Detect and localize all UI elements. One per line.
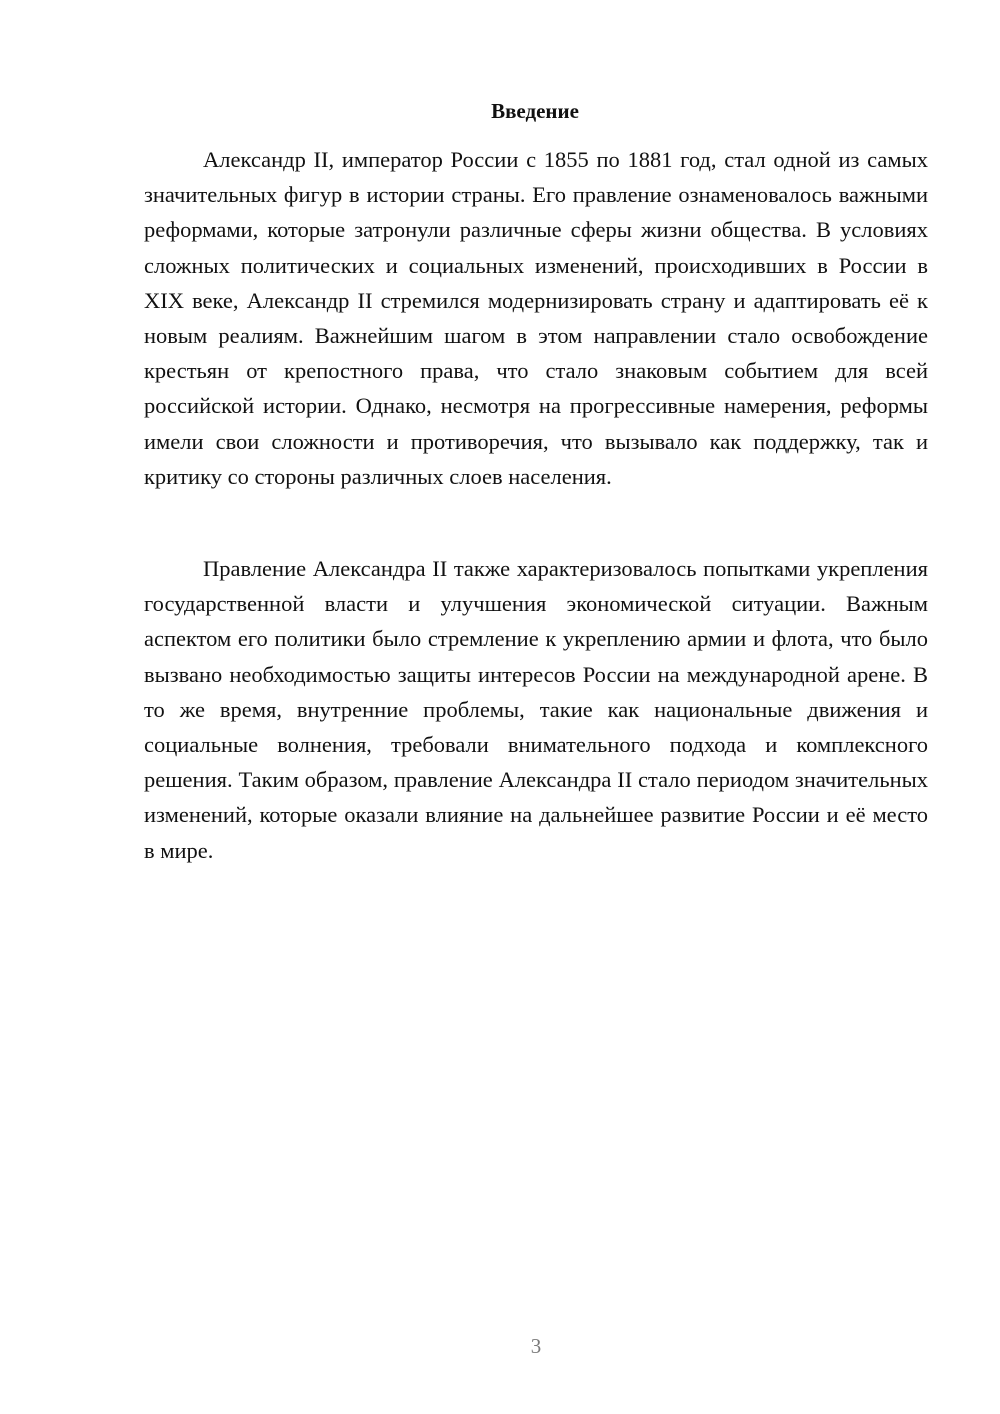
paragraph-1: Александр II, император России с 1855 по 1881 год, стал одной из самых значительных фигур в истории страны. Его правление ознаменовалось важными реформами, которые затронули различные сферы жизни общества. В условиях сложных политических и социальных изменений, происходивших в России в XIX веке, Александр II стремился модернизировать страну и адаптировать её к новым реалиям. Важнейшим шагом в этом направлении стало освобождение крестьян от крепостного права, что стало знаковым событием для всей российской истории. Однако, несмотря на прогрессивные намерения, реформы имели свои сложности и противоречия, что вызывало как поддержку, так и критику со стороны различных слоев населения. xyxy=(144,147,928,489)
page-number: 3 xyxy=(530,1334,542,1358)
paragraph-2: Правление Александра II также характеризовалось попытками укрепления государственной власти и улучшения экономической ситуации. Важным аспектом его политики было стремление к укреплению армии и флота, что было вызвано необходимостью защиты интересов России на международной арене. В то же время, внутренние проблемы, такие как национальные движения и социальные волнения, требовали внимательного подхода и комплексного решения. Таким образом, правление Александра II стало периодом значительных изменений, которые оказали влияние на дальнейшее развитие России и её место в мире. xyxy=(144,556,928,863)
section-heading: Введение xyxy=(491,99,579,123)
